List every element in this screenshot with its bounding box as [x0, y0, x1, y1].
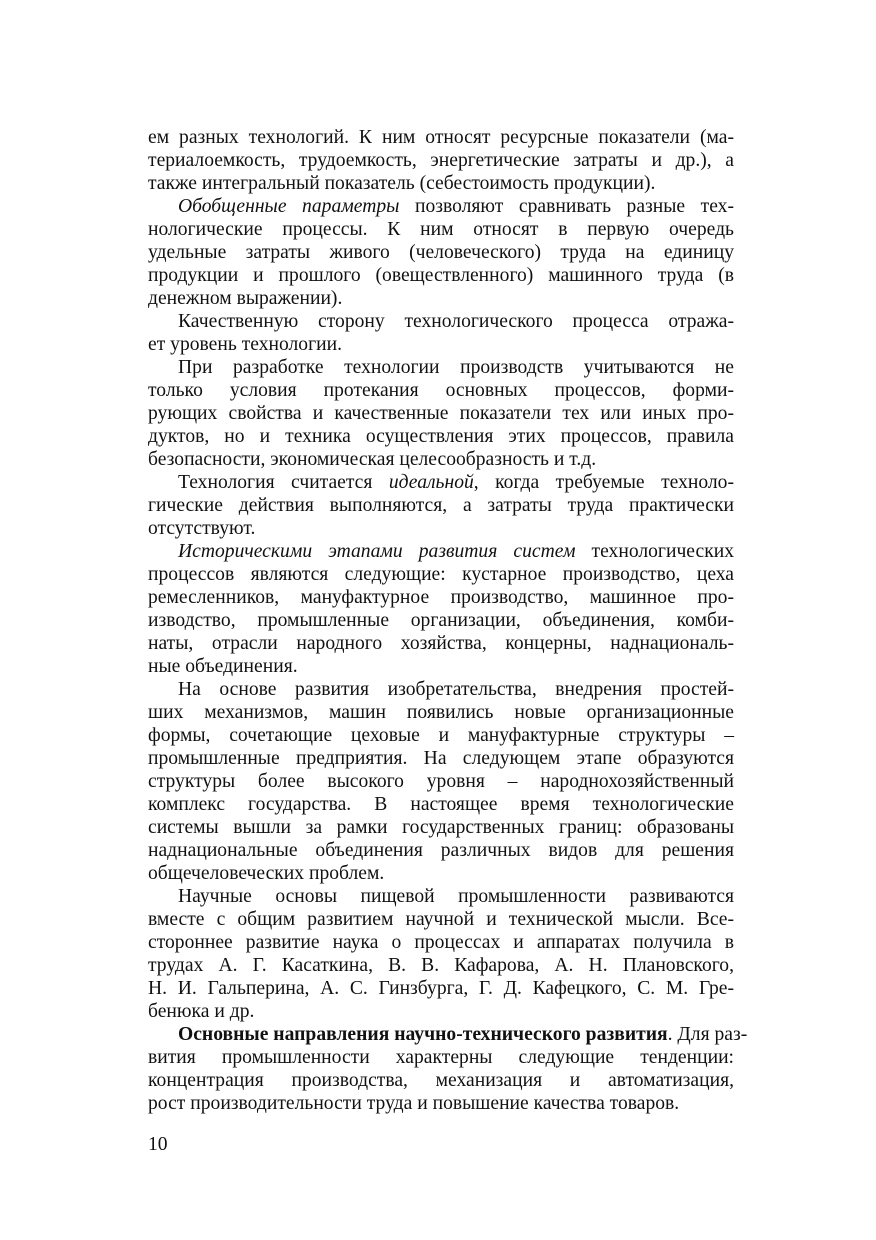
text-line: ные объединения. — [148, 656, 298, 677]
paragraph-quality-side — [148, 310, 734, 356]
text-line: также интегральный показатель (себестоимость продукции). — [148, 173, 656, 194]
text-line: наднациональные объединения различных видов для решения — [148, 840, 734, 861]
text-line: гические действия выполняются, а затраты труда практически — [148, 495, 734, 516]
text-line: бенюка и др. — [148, 1001, 255, 1022]
text-line: ем разных технологий. К ним относят ресурсные показатели (ма- — [148, 127, 734, 148]
text-fragment: позволяют сравнивать разные тех- — [399, 196, 734, 217]
text-line: только условия протекания основных процессов, форми- — [148, 380, 734, 401]
page-number: 10 — [148, 1134, 168, 1155]
text-line: териалоемкость, трудоемкость, энергетические затраты и др.), а — [148, 150, 734, 171]
text-line: При разработке технологии производств учитываются не — [178, 357, 734, 378]
paragraph-organizational-forms — [148, 678, 734, 885]
italic-term: Обобщенные параметры — [178, 196, 400, 217]
text-line: Качественную сторону технологического процесса отража- — [178, 311, 734, 332]
text-line: рост производительности труда и повышение качества товаров. — [148, 1093, 680, 1114]
italic-term: идеальной — [388, 472, 474, 493]
text-line: вития промышленности характерны следующие тенденции: — [148, 1047, 734, 1068]
text-line: общечеловеческих проблем. — [148, 863, 385, 884]
paragraph-ideal-technology — [148, 471, 734, 540]
text-line — [148, 540, 734, 563]
text-line: структуры более высокого уровня – народнохозяйственный — [148, 771, 734, 792]
text-fragment: . Для раз- — [667, 1024, 748, 1045]
text-line: нологические процессы. К ним относят в первую очередь — [148, 219, 734, 240]
text-line: трудах А. Г. Касаткина, В. В. Кафарова, А. Н. Плановского, — [148, 955, 734, 976]
text-line — [148, 1023, 748, 1046]
text-line: комплекс государства. В настоящее время технологические — [148, 794, 734, 815]
text-line: процессов являются следующие: кустарное производство, цеха — [148, 564, 734, 585]
page-body — [148, 126, 748, 1115]
paragraph-resource-indicators — [148, 126, 734, 195]
text-line: Научные основы пищевой промышленности развиваются — [178, 886, 734, 907]
text-line: дуктов, но и техника осуществления этих процессов, правила — [148, 426, 734, 447]
italic-term: Историческими этапами развития систем — [178, 541, 576, 562]
text-line: наты, отрасли народного хозяйства, концерны, наднациональ- — [148, 633, 734, 654]
text-line — [148, 195, 734, 218]
text-line: ших механизмов, машин появились новые организационные — [148, 702, 734, 723]
text-line: промышленные предприятия. На следующем этапе образуются — [148, 748, 734, 769]
paragraph-main-directions — [148, 1023, 748, 1115]
bold-heading: Основные направления научно-технического развития — [178, 1024, 668, 1045]
paragraph-scientific-foundations — [148, 885, 734, 1023]
text-fragment: , когда требуемые техноло- — [473, 472, 734, 493]
text-line: рующих свойства и качественные показатели тех или иных про- — [148, 403, 734, 424]
text-fragment: технологических — [575, 541, 734, 562]
paragraph-technology-development — [148, 356, 734, 471]
text-line: безопасности, экономическая целесообразность и т.д. — [148, 449, 597, 470]
text-line: формы, сочетающие цеховые и мануфактурные структуры – — [148, 725, 734, 746]
text-line: системы вышли за рамки государственных границ: образованы — [148, 817, 734, 838]
text-line: стороннее развитие наука о процессах и аппаратах получила в — [148, 932, 734, 953]
text-line: ремесленников, мануфактурное производство, машинное про- — [148, 587, 734, 608]
text-line: концентрация производства, механизация и автоматизация, — [148, 1070, 734, 1091]
text-line: ет уровень технологии. — [148, 334, 343, 355]
text-line: продукции и прошлого (овеществленного) машинного труда (в — [148, 265, 734, 286]
text-line: изводство, промышленные организации, объединения, комби- — [148, 610, 734, 631]
paragraph-generalized-parameters — [148, 195, 734, 310]
text-line: удельные затраты живого (человеческого) труда на единицу — [148, 242, 734, 263]
text-line: Н. И. Гальперина, А. С. Гинзбурга, Г. Д. Кафецкого, С. М. Гре- — [148, 978, 734, 999]
text-line — [148, 471, 734, 494]
text-line: вместе с общим развитием научной и технической мысли. Все- — [148, 909, 734, 930]
text-fragment: Технология считается — [178, 472, 389, 493]
text-line: денежном выражении). — [148, 288, 343, 309]
text-line: отсутствуют. — [148, 518, 256, 539]
paragraph-historical-stages — [148, 540, 734, 678]
text-line: На основе развития изобретательства, внедрения простей- — [178, 679, 734, 700]
